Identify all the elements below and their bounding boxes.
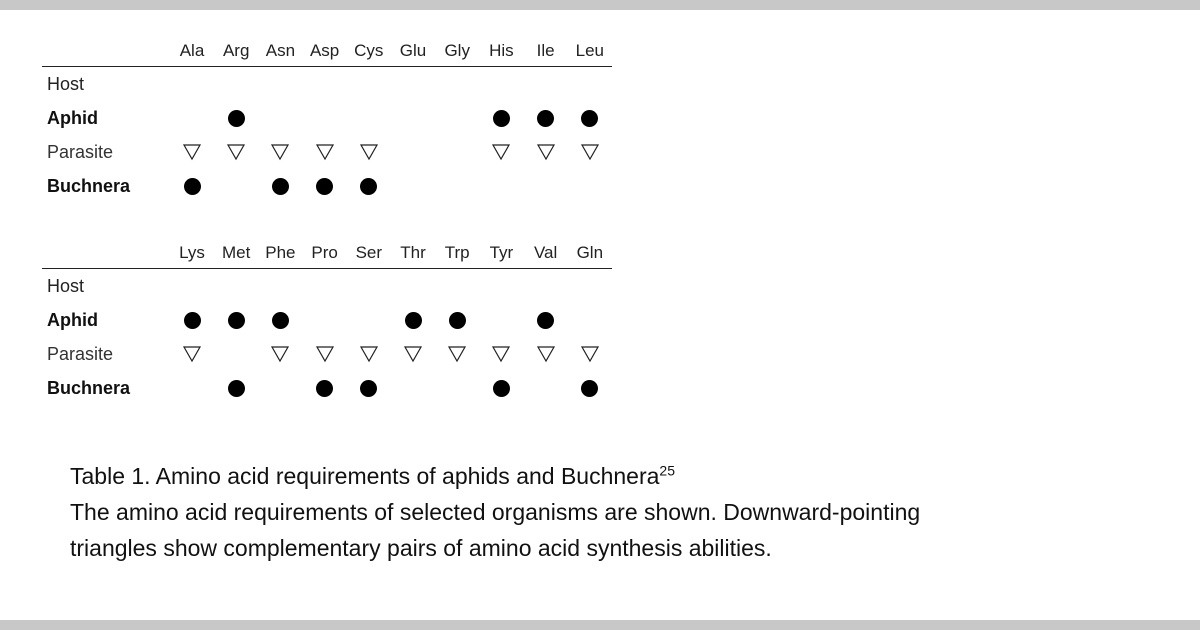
column-header-phe: Phe <box>265 243 296 262</box>
column-header-tyr: Tyr <box>489 243 514 262</box>
table-row-aphid <box>42 101 612 135</box>
row-label: Buchnera <box>47 176 131 196</box>
row-label: Aphid <box>47 108 98 128</box>
row-label: Parasite <box>47 142 114 162</box>
caption-title <box>70 458 920 494</box>
row-label: Host <box>47 74 85 94</box>
table-row-aphid <box>42 303 612 337</box>
column-header-asp: Asp <box>309 41 340 60</box>
table-row-host <box>42 67 612 101</box>
column-header-thr: Thr <box>400 243 426 262</box>
column-header-trp: Trp <box>444 243 470 262</box>
table-row-buchnera <box>42 371 612 405</box>
column-header-ser: Ser <box>355 243 383 262</box>
column-header-his: His <box>489 41 514 60</box>
column-header-ile: Ile <box>536 41 555 60</box>
caption-reference-number: 25 <box>659 462 675 479</box>
table-row-parasite <box>42 135 612 169</box>
column-header-gly: Gly <box>444 41 470 60</box>
row-label: Buchnera <box>47 378 131 398</box>
table-caption <box>70 458 920 566</box>
column-header-leu: Leu <box>575 41 604 60</box>
caption-title-text: Table 1. Amino acid requirements of aphids and Buchnera <box>70 463 660 489</box>
column-header-arg: Arg <box>222 41 250 60</box>
caption-body-line-2: triangles show complementary pairs of amino acid synthesis abilities. <box>70 535 772 561</box>
column-header-row <box>42 238 612 269</box>
amino-acid-table-1 <box>42 36 612 203</box>
column-header-cys: Cys <box>354 41 384 60</box>
column-header-gln: Gln <box>576 243 604 262</box>
column-header-asn: Asn <box>265 41 296 60</box>
column-header-ala: Ala <box>179 41 205 60</box>
amino-acid-table-2 <box>42 238 612 405</box>
column-header-glu: Glu <box>399 41 427 60</box>
document-page <box>0 10 1200 620</box>
row-label: Aphid <box>47 310 98 330</box>
table-row-buchnera <box>42 169 612 203</box>
column-header-met: Met <box>222 243 251 262</box>
column-header-lys: Lys <box>179 243 205 262</box>
column-header-val: Val <box>533 243 558 262</box>
column-header-pro: Pro <box>311 243 338 262</box>
row-label: Host <box>47 276 85 296</box>
caption-body-line-1: The amino acid requirements of selected organisms are shown. Downward-pointing <box>70 499 921 525</box>
row-label: Parasite <box>47 344 114 364</box>
column-header-row <box>42 36 612 67</box>
table-row-host <box>42 269 612 303</box>
table-row-parasite <box>42 337 612 371</box>
